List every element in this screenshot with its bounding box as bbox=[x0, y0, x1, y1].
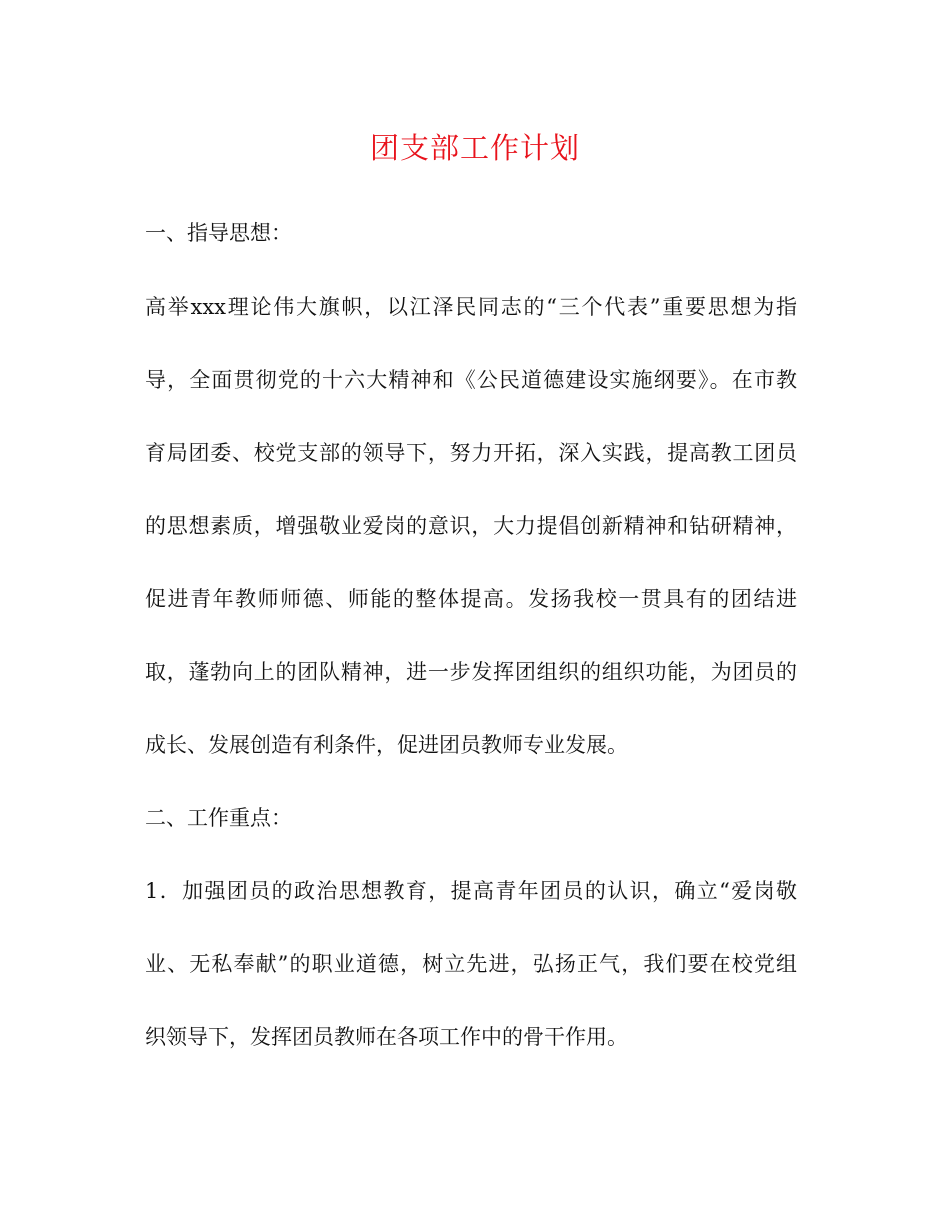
paragraph-line: 育局团委、校党支部的领导下，努力开拓，深入实践，提高教工团员 bbox=[145, 441, 797, 465]
paragraph-line: 1．加强团员的政治思想教育，提高青年团员的认识，确立“爱岗敬 bbox=[145, 879, 797, 903]
document-title: 团支部工作计划 bbox=[369, 131, 580, 165]
section-heading-guiding-ideology: 一、指导思想： bbox=[145, 221, 292, 245]
paragraph-line: 促进青年教师师德、师能的整体提高。发扬我校一贯具有的团结进 bbox=[145, 587, 797, 611]
section-heading-work-focus: 二、工作重点： bbox=[145, 806, 292, 830]
paragraph-line: 成长、发展创造有利条件，促进团员教师专业发展。 bbox=[145, 733, 628, 757]
paragraph-line: 业、无私奉献”的职业道德，树立先进，弘扬正气，我们要在校党组 bbox=[145, 952, 797, 976]
paragraph-line: 的思想素质，增强敬业爱岗的意识，大力提倡创新精神和钻研精神， bbox=[145, 514, 797, 538]
paragraph-line: 高举xxx理论伟大旗帜，以江泽民同志的“三个代表”重要思想为指 bbox=[145, 295, 797, 319]
paragraph-line: 导，全面贯彻党的十六大精神和《公民道德建设实施纲要》。在市教 bbox=[145, 368, 797, 392]
paragraph-line: 织领导下，发挥团员教师在各项工作中的骨干作用。 bbox=[145, 1025, 628, 1049]
paragraph-line: 取，蓬勃向上的团队精神，进一步发挥团组织的组织功能，为团员的 bbox=[145, 660, 797, 684]
